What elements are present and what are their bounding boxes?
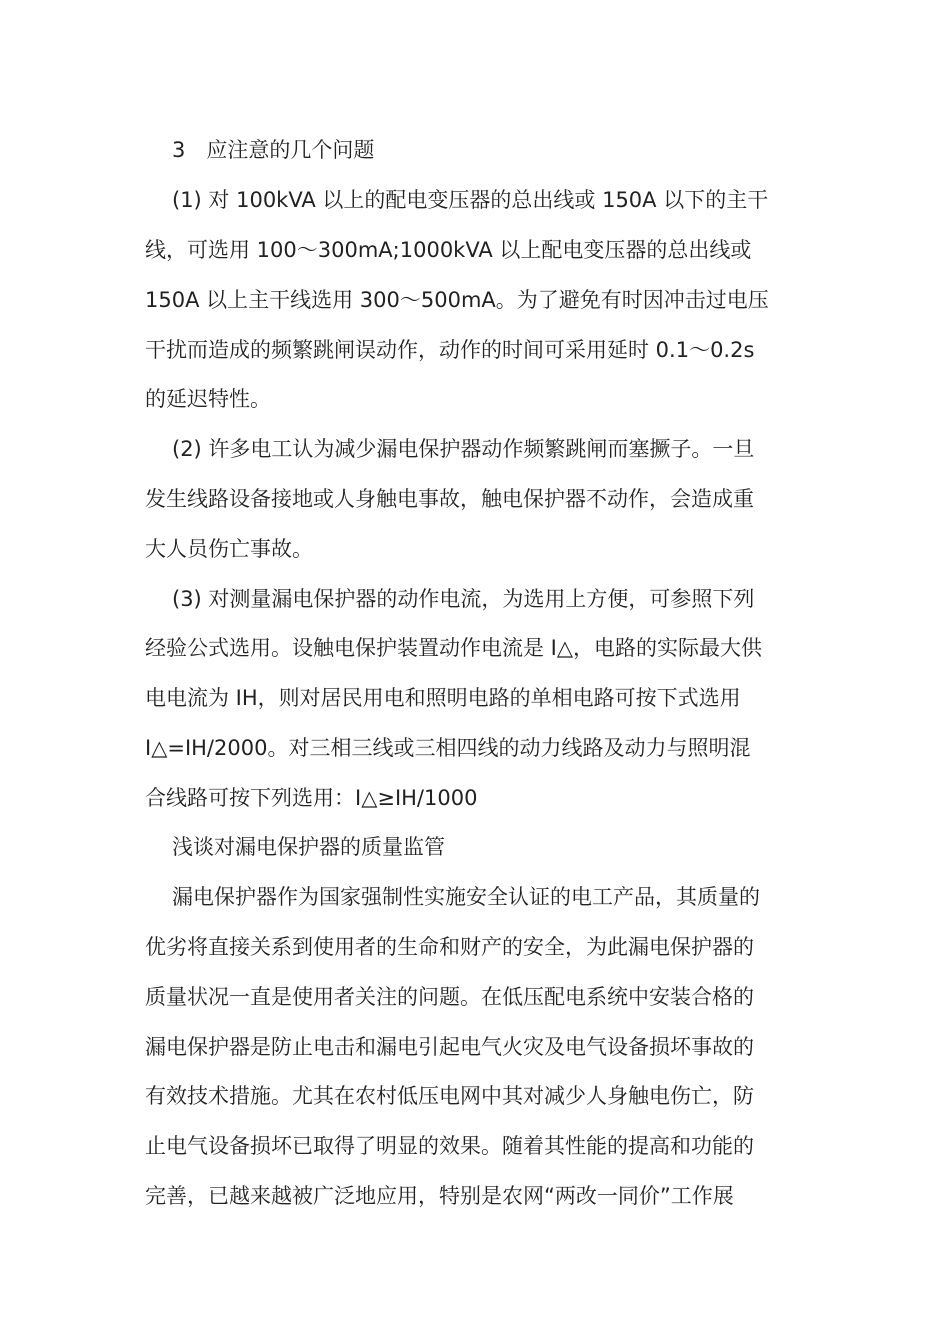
paragraph-line: (1) 对 100kVA 以上的配电变压器的总出线或 150A 以下的主干 [172,188,769,212]
paragraph-line: 150A 以上主干线选用 300～500mA。为了避免有时因冲击过电压 [145,288,769,312]
paragraph-line: 漏电保护器是防止电击和漏电引起电气火灾及电气设备损坏事故的 [145,1035,754,1059]
paragraph-line: 的延迟特性。 [145,387,271,411]
paragraph-line: 止电气设备损坏已取得了明显的效果。随着其性能的提高和功能的 [145,1134,754,1158]
paragraph-line: (3) 对测量漏电保护器的动作电流，为选用上方便，可参照下列 [172,587,755,611]
paragraph-line: 漏电保护器作为国家强制性实施安全认证的电工产品，其质量的 [172,885,760,909]
paragraph-line: 优劣将直接关系到使用者的生命和财产的安全，为此漏电保护器的 [145,935,754,959]
article-title: 浅谈对漏电保护器的质量监管 [172,835,445,859]
paragraph-line: 发生线路设备接地或人身触电事故，触电保护器不动作，会造成重 [145,487,754,511]
section-heading: 3 应注意的几个问题 [172,138,375,162]
paragraph-line: I△=IH/2000。对三相三线或三相四线的动力线路及动力与照明混 [145,736,751,760]
paragraph-line: 大人员伤亡事故。 [145,537,313,561]
paragraph-line: 电电流为 IH，则对居民用电和照明电路的单相电路可按下式选用 [145,686,741,710]
paragraph-line: 线，可选用 100～300mA;1000kVA 以上配电变压器的总出线或 [145,238,752,262]
paragraph-line: 经验公式选用。设触电保护装置动作电流是 I△，电路的实际最大供 [145,636,763,660]
paragraph-line: 质量状况一直是使用者关注的问题。在低压配电系统中安装合格的 [145,985,754,1009]
paragraph-line: 有效技术措施。尤其在农村低压电网中其对减少人身触电伤亡，防 [145,1084,754,1108]
paragraph-line: 完善，已越来越被广泛地应用，特别是农网“两改一同价”工作展 [145,1184,734,1208]
paragraph-line: 干扰而造成的频繁跳闸误动作，动作的时间可采用延时 0.1～0.2s [145,338,755,362]
paragraph-line: 合线路可按下列选用：I△≥IH/1000 [145,786,478,810]
paragraph-line: (2) 许多电工认为减少漏电保护器动作频繁跳闸而塞撅子。一旦 [172,437,755,461]
